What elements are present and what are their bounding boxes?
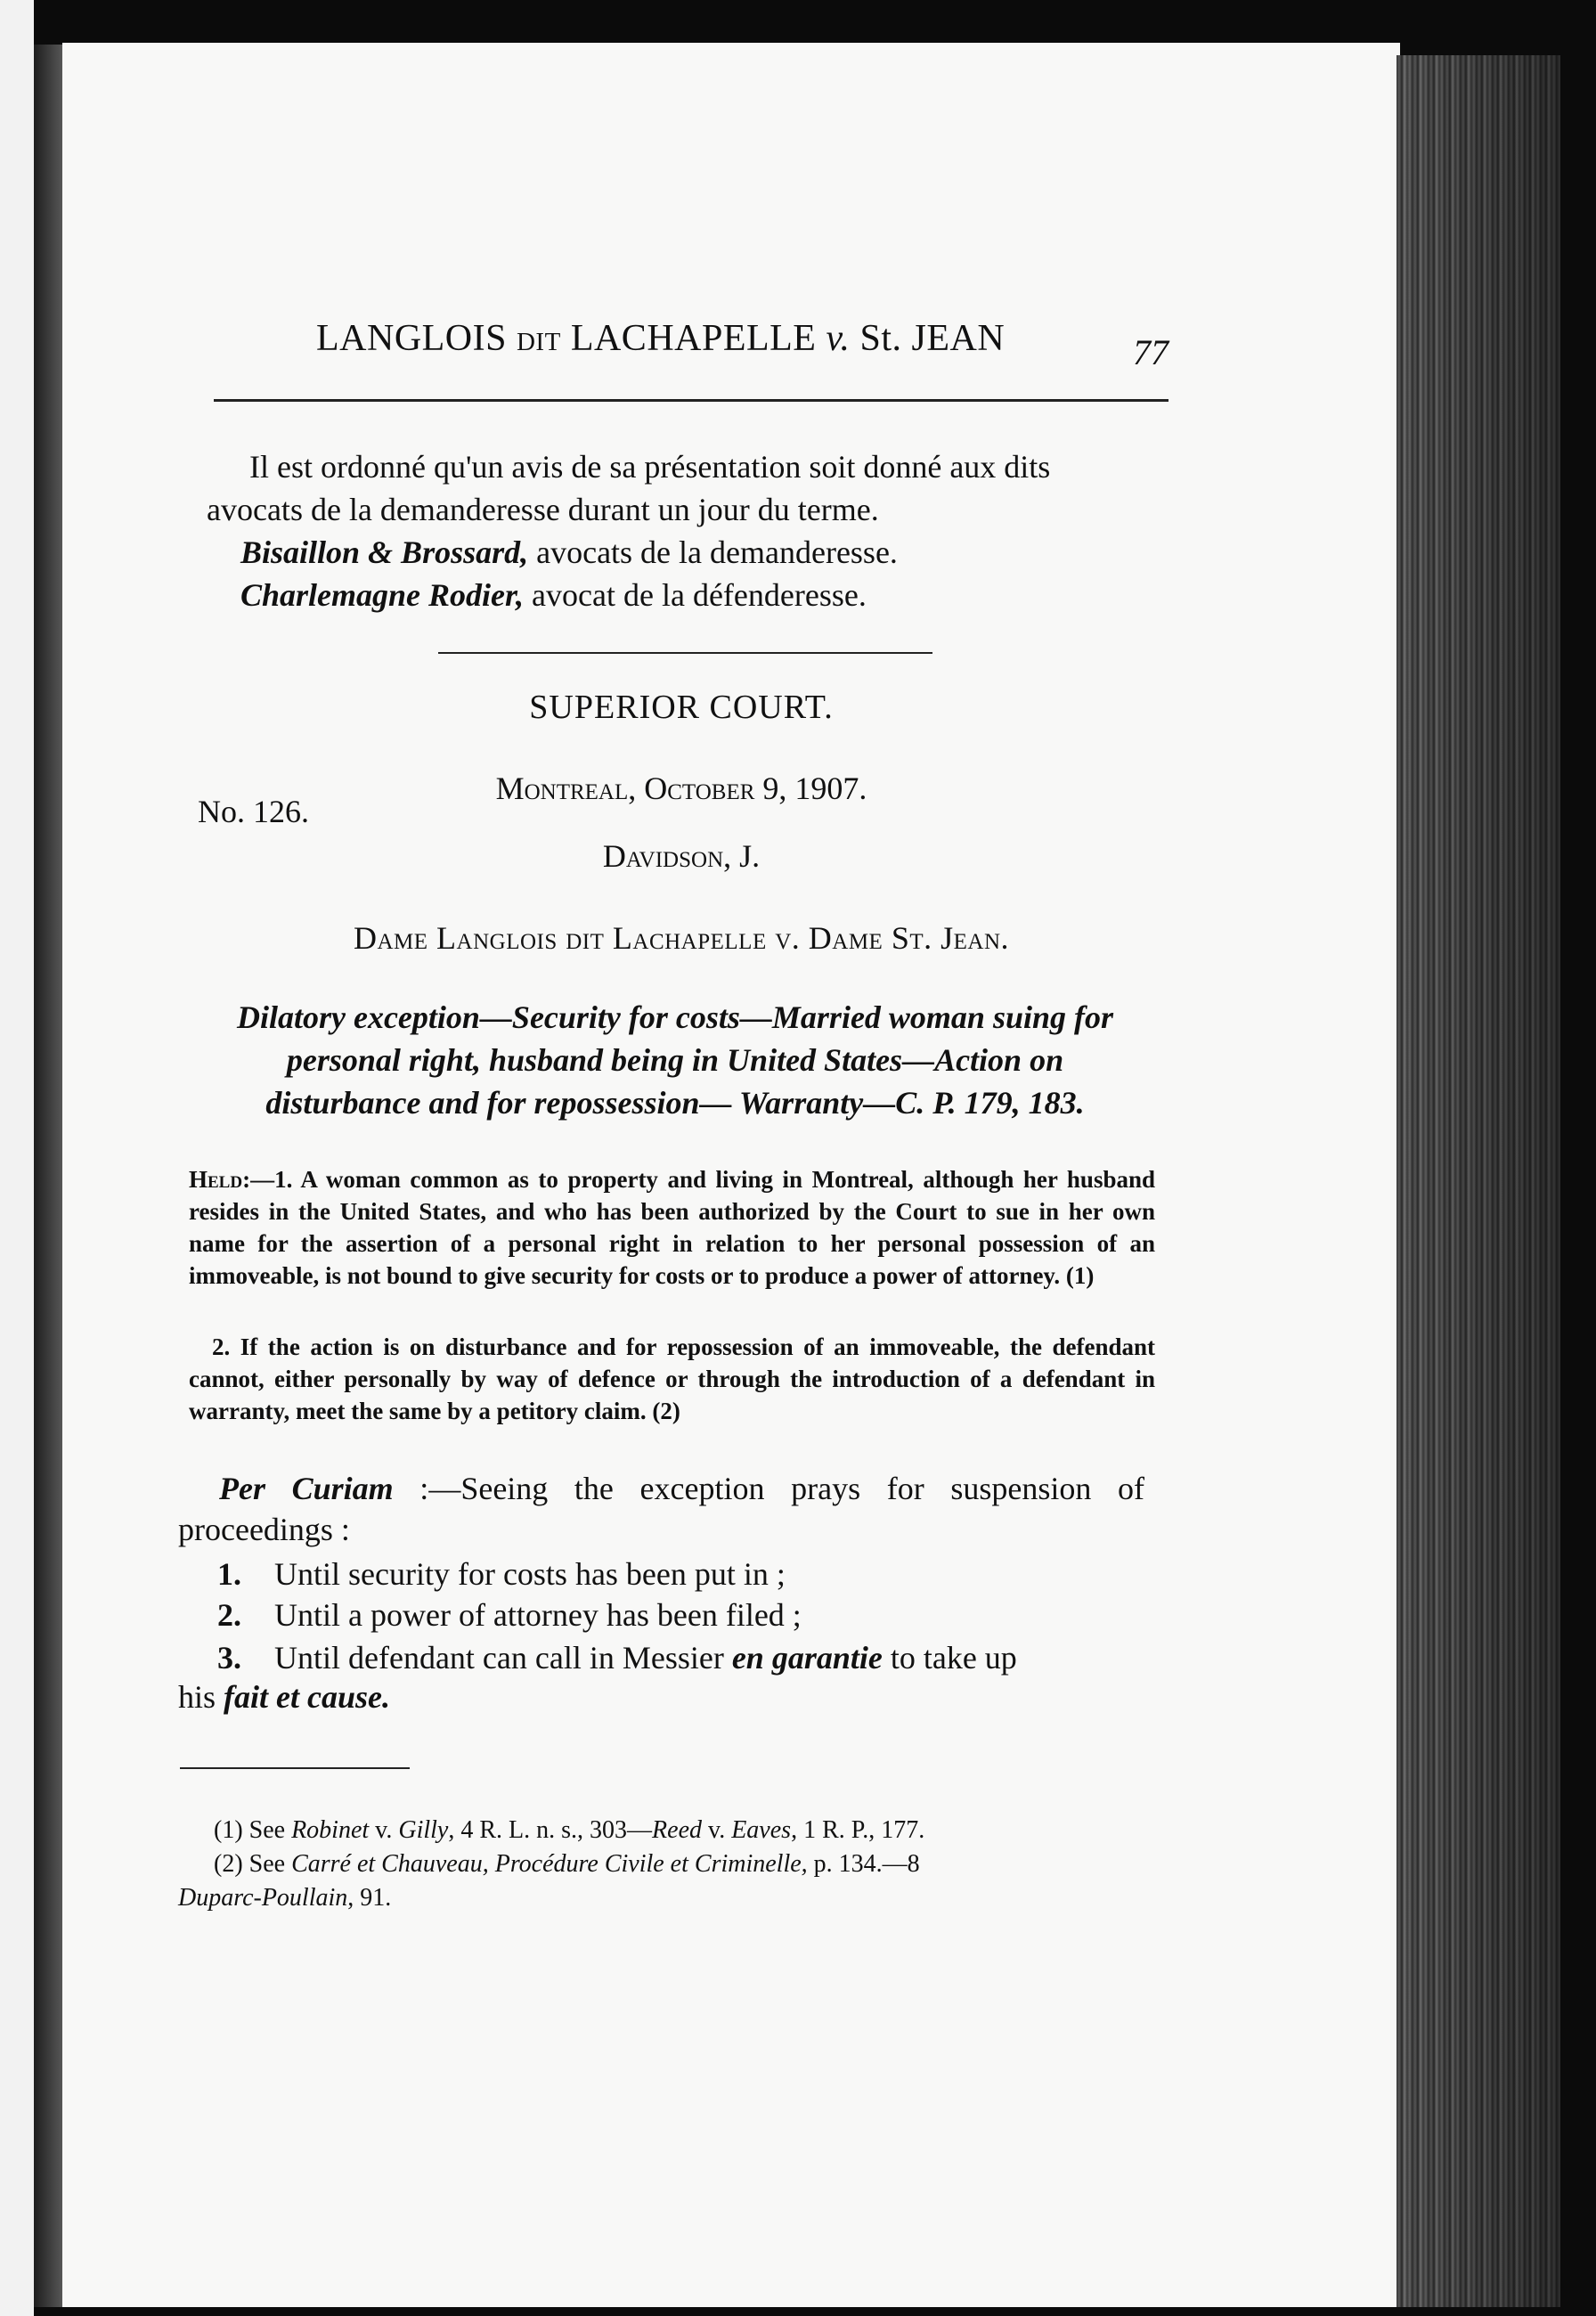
list-item-text: Until security for costs has been put in ; — [274, 1556, 786, 1592]
footnote-2-section: , 91. — [347, 1884, 392, 1912]
list-item-text-end: to take up — [882, 1640, 1017, 1676]
counsel-defendant-name: Charlemagne Rodier, — [240, 577, 525, 613]
continuation-text: his — [178, 1679, 224, 1715]
list-item-text: Until defendant can call in Messier — [274, 1640, 732, 1676]
running-head-surname: LACHAPELLE — [570, 318, 817, 359]
counsel-plaintiff-name: Bisaillon & Brossard, — [240, 534, 529, 570]
order-line-2: avocats de la demanderesse durant un jour du terme. — [207, 492, 879, 527]
footnote-1-v: v. — [369, 1816, 399, 1844]
footnote-2-continuation — [178, 1881, 391, 1915]
running-head-versus: v. — [826, 318, 851, 359]
list-item — [217, 1555, 786, 1593]
running-head-party2: St. JEAN — [859, 318, 1006, 359]
per-curiam-label: Per Curiam — [219, 1471, 394, 1506]
headnote-line: personal right, husband being in United States—Action on — [286, 1042, 1064, 1078]
held-paragraph-2: 2. If the action is on disturbance and for repossession of an immoveable, the defendant cannot, either personally by way of defence or through the introduction of a defendant in warranty, meet the same by a petitory claim. (2) — [189, 1333, 1155, 1424]
held-text-1: :—1. A woman common as to property and living in Montreal, although her husband resides in the United States, and who has been authorized by the Court to sue in her own name for the assertion of a personal right in relation to her personal possession of an immoveable, is not bound to give security for costs or to produce a power of attorney. (1) — [189, 1166, 1155, 1289]
list-item-text: Until a power of attorney has been filed ; — [274, 1597, 802, 1633]
list-item — [217, 1596, 802, 1634]
court-date: Montreal, October 9, 1907. — [495, 771, 867, 806]
footnote-rule — [180, 1767, 410, 1769]
headnote-line: disturbance and for repossession— Warranty—C. P. 179, 183. — [265, 1085, 1085, 1121]
per-curiam-paragraph — [178, 1468, 1144, 1550]
list-item-number: 3. — [217, 1640, 241, 1676]
header-rule — [214, 399, 1168, 402]
footnote-1-case-c: Reed — [652, 1816, 703, 1844]
counsel-defendant — [240, 574, 867, 616]
case-number: No. 126. — [198, 794, 309, 829]
list-item-italic: en garantie — [731, 1640, 883, 1676]
footnote-1-label: (1) See — [214, 1816, 292, 1844]
page-number: 77 — [1133, 332, 1168, 372]
footnote-2-page: p. 134.—8 — [807, 1850, 920, 1878]
footnote-2-label: (2) See — [214, 1850, 292, 1878]
held-label: Held — [189, 1166, 243, 1193]
list-item-number: 1. — [217, 1556, 241, 1592]
footnote-1 — [214, 1814, 924, 1847]
headnote-line: Dilatory exception—Security for costs—Married woman suing for — [236, 999, 1114, 1035]
judge-name: Davidson, J. — [602, 838, 761, 874]
list-item — [217, 1639, 1017, 1676]
counsel-plaintiff — [240, 531, 898, 574]
footnote-1-case-b: Gilly — [398, 1816, 449, 1844]
footnote-1-citation-b: , 1 R. P., 177. — [791, 1816, 925, 1844]
counsel-defendant-role: avocat de la défenderesse. — [524, 577, 867, 613]
footnote-2-author: Duparc-Poullain — [178, 1884, 348, 1912]
running-head-party1: LANGLOIS — [316, 318, 507, 359]
per-curiam-intro: :—Seeing the exception prays for suspension of proceedings : — [178, 1471, 1144, 1547]
section-divider — [438, 652, 932, 654]
case-title: Dame Langlois dit Lachapelle v. Dame St. Jean. — [353, 920, 1009, 956]
footnote-1-case-a: Robinet — [291, 1816, 370, 1844]
footnote-2-work: Carré et Chauveau, Procédure Civile et Criminelle, — [291, 1850, 808, 1878]
counsel-plaintiff-role: avocats de la demanderesse. — [528, 534, 898, 570]
list-item-continuation — [178, 1678, 390, 1716]
footnote-2 — [214, 1847, 920, 1881]
order-line-1: Il est ordonné qu'un avis de sa présentation soit donné aux dits — [249, 449, 1051, 485]
footnote-1-case-d: Eaves — [731, 1816, 792, 1844]
held-paragraph-1 — [189, 1163, 1155, 1292]
footnote-1-citation-a: , 4 R. L. n. s., 303— — [448, 1816, 653, 1844]
running-head — [316, 317, 1005, 360]
list-item-number: 2. — [217, 1597, 241, 1633]
footnote-1-v2: v. — [702, 1816, 732, 1844]
court-title: SUPERIOR COURT. — [529, 689, 834, 726]
continuation-italic: fait et cause. — [224, 1679, 390, 1715]
headnote — [194, 996, 1156, 1124]
running-head-dit: dit — [516, 318, 561, 359]
